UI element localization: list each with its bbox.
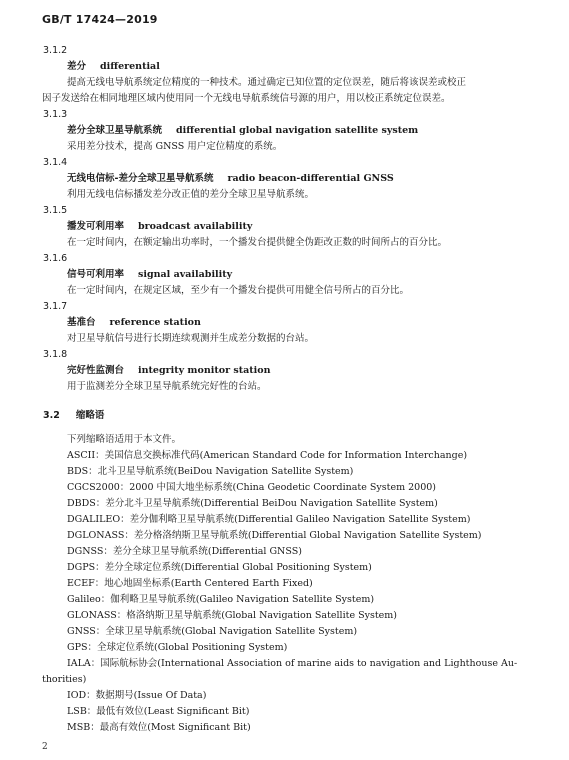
term-number: 3.1.4 bbox=[43, 157, 68, 168]
list-item: DGPS：差分全球定位系统(Differential Global Positioning System) bbox=[67, 562, 372, 573]
section-heading bbox=[0, 408, 569, 424]
term-definition: 在一定时间内，在额定输出功率时，一个播发台提供健全伪距改正数的时间所占的百分比。 bbox=[67, 237, 448, 248]
term-en: reference station bbox=[109, 317, 201, 328]
list-item: LSB：最低有效位(Least Significant Bit) bbox=[67, 706, 250, 717]
term-title bbox=[0, 363, 569, 379]
term-3-1-5 bbox=[0, 203, 569, 251]
list-item: Galileo：伽利略卫星导航系统(Galileo Navigation Satellite System) bbox=[67, 594, 375, 605]
term-title bbox=[0, 123, 569, 139]
term-zh: 差分全球卫星导航系统 bbox=[67, 125, 163, 136]
term-3-1-4 bbox=[0, 155, 569, 203]
list-item: ASCII：美国信息交换标准代码(American Standard Code for Information Interchange) bbox=[67, 450, 468, 461]
term-zh: 无线电信标-差分全球卫星导航系统 bbox=[67, 173, 214, 184]
term-3-1-3 bbox=[0, 107, 569, 155]
term-definition: 利用无线电信标播发差分改正值的差分全球卫星导航系统。 bbox=[67, 189, 315, 200]
term-number: 3.1.6 bbox=[43, 253, 68, 264]
term-en: radio beacon-differential GNSS bbox=[227, 173, 394, 184]
abbr-intro: 下列缩略语适用于本文件。 bbox=[67, 434, 182, 445]
term-3-1-7 bbox=[0, 299, 569, 347]
list-item: DBDS：差分北斗卫星导航系统(Differential BeiDou Navigation Satellite System) bbox=[67, 498, 438, 509]
term-zh: 差分 bbox=[67, 61, 87, 72]
definition-line-1: 提高无线电导航系统定位精度的一种技术。通过确定已知位置的定位误差，随后将该误差或校正 bbox=[67, 77, 467, 88]
list-item: GLONASS：格洛纳斯卫星导航系统(Global Navigation Satellite System) bbox=[67, 610, 397, 621]
list-item: CGCS2000：2000 中国大地坐标系统(China Geodetic Coordinate System 2000) bbox=[67, 482, 436, 493]
standard-number: GB/T 17424—2019 bbox=[42, 13, 158, 26]
list-item: DGALILEO：差分伽利略卫星导航系统(Differential Galileo Navigation Satellite System) bbox=[67, 514, 471, 525]
section-number: 3.2 bbox=[43, 410, 60, 421]
abbreviation-list bbox=[0, 448, 569, 736]
term-zh: 播发可利用率 bbox=[67, 221, 125, 232]
term-3-1-2 bbox=[0, 43, 569, 107]
term-number: 3.1.5 bbox=[43, 205, 68, 216]
list-item: DGNSS：差分全球卫星导航系统(Differential GNSS) bbox=[67, 546, 302, 557]
term-zh: 完好性监测台 bbox=[67, 365, 125, 376]
term-en: signal availability bbox=[138, 269, 233, 280]
list-item: DGLONASS：差分格洛纳斯卫星导航系统(Differential Global Navigation Satellite System) bbox=[67, 530, 482, 541]
term-number: 3.1.3 bbox=[43, 109, 68, 120]
term-title bbox=[0, 59, 569, 75]
term-definition: 用于监测差分全球卫星导航系统完好性的台站。 bbox=[67, 381, 267, 392]
term-number: 3.1.8 bbox=[43, 349, 68, 360]
definition-line-2: 因子发送给在相同地理区域内使用同一个无线电导航系统信号源的用户，用以校正系统定位误差。 bbox=[42, 93, 451, 104]
term-title bbox=[0, 315, 569, 331]
list-item bbox=[0, 656, 569, 688]
term-definition: 对卫星导航信号进行长期连续观测并生成差分数据的台站。 bbox=[67, 333, 315, 344]
term-3-1-6 bbox=[0, 251, 569, 299]
list-item: MSB：最高有效位(Most Significant Bit) bbox=[67, 722, 251, 733]
term-number: 3.1.2 bbox=[43, 45, 68, 56]
list-item: GPS：全球定位系统(Global Positioning System) bbox=[67, 642, 288, 653]
list-item: BDS：北斗卫星导航系统(BeiDou Navigation Satellite System) bbox=[67, 466, 354, 477]
term-definition bbox=[0, 75, 569, 107]
list-item: IOD：数据期号(Issue Of Data) bbox=[67, 690, 207, 701]
section-title: 缩略语 bbox=[75, 410, 105, 421]
term-en: differential bbox=[100, 61, 160, 72]
term-3-1-8 bbox=[0, 347, 569, 395]
term-zh: 信号可利用率 bbox=[67, 269, 125, 280]
term-title bbox=[0, 219, 569, 235]
page-number: 2 bbox=[42, 742, 48, 752]
term-en: differential global navigation satellite system bbox=[176, 125, 419, 136]
term-en: broadcast availability bbox=[138, 221, 253, 232]
term-title bbox=[0, 267, 569, 283]
list-item: ECEF：地心地固坐标系(Earth Centered Earth Fixed) bbox=[67, 578, 313, 589]
page-content bbox=[0, 43, 569, 736]
term-zh: 基准台 bbox=[67, 317, 96, 328]
term-title bbox=[0, 171, 569, 187]
term-definition: 在一定时间内，在规定区域，至少有一个播发台提供可用健全信号所占的百分比。 bbox=[67, 285, 410, 296]
term-number: 3.1.7 bbox=[43, 301, 68, 312]
term-definition: 采用差分技术，提高 GNSS 用户定位精度的系统。 bbox=[67, 141, 283, 152]
list-item-line-2: thorities) bbox=[42, 674, 87, 685]
list-item: GNSS：全球卫星导航系统(Global Navigation Satellite System) bbox=[67, 626, 358, 637]
list-item-line-1: IALA：国际航标协会(International Association of marine aids to navigation and Lighthouse Au- bbox=[67, 658, 518, 669]
term-en: integrity monitor station bbox=[138, 365, 271, 376]
